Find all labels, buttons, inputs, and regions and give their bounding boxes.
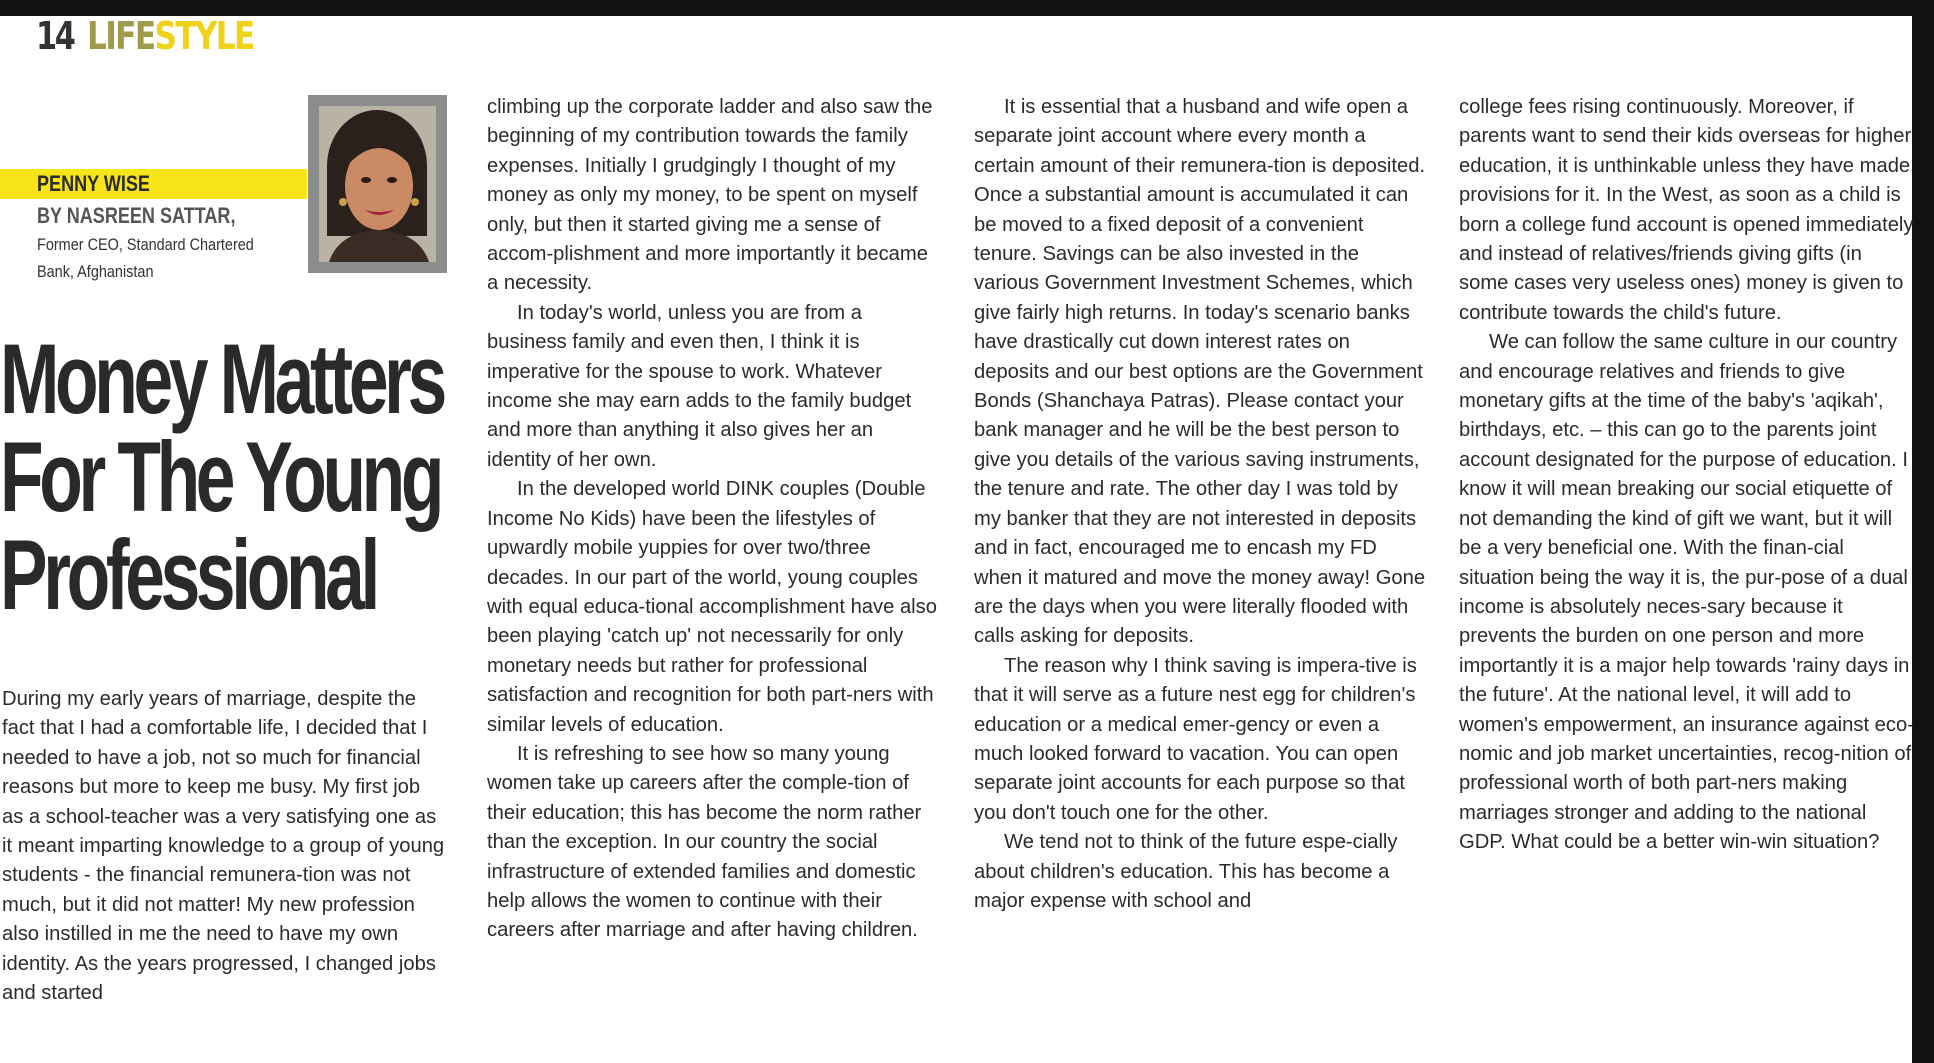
article-column-4 [1459,93,1914,858]
article-paragraph: We tend not to think of the future espe-cially about children's education. This has become a major expense with school and [974,831,1398,912]
author-photo [308,95,447,273]
article-paragraph: In the developed world DINK couples (Double Income No Kids) have been the lifestyles of upwardly mobile yuppies for over two/three decades. In our part of the world, young couples with equal educa-tional accomplishment have also been playing 'catch up' not necessarily for only monetary needs but rather for professional satisfaction and recognition for both part-ners with similar levels of education. [487,478,937,736]
column-name: PENNY WISE [37,171,150,196]
section-title-life: LIFE [86,14,155,58]
author-credential-line: Former CEO, Standard Chartered [37,235,254,254]
author-credential-line: Bank, Afghanistan [37,262,154,281]
section-title [87,14,254,58]
article-headline [0,323,443,630]
article-paragraph: During my early years of marriage, despite the fact that I had a comfortable life, I decided that I needed to have a job, not so much for financial reasons but more to keep me busy. My first job as a school-teacher was a very satisfying one as it meant imparting knowledge to a group of young students - the financial remunera-tion was not much, but it did not matter! My new profession also instilled in me the need to have my own identity. As the years progressed, I changed jobs and started [2,688,445,1005]
headline-line: For The Young [0,421,441,532]
headline-line: Professional [0,519,376,630]
article-paragraph: The reason why I think saving is impera-tive is that it will serve as a future nest egg for children's education or a medical emer-gency or even a much looked forward to vacation. You can open separate joint accounts for each purpose so that you don't touch one for the other. [974,654,1417,824]
article-column-3 [974,93,1429,916]
article-paragraph: climbing up the corporate ladder and also saw the beginning of my contribution towards the family expenses. Initially I grudgingly I thought of my money as only my money, to be spent on myself only, but then it started giving me a sense of accom-plishment and more importantly it became a necessity. [487,96,933,295]
article-column-1 [2,685,447,1008]
article-paragraph: It is essential that a husband and wife open a separate joint account where every month a certain amount of their remunera-tion is deposited. Once a substantial amount is accumulated it can be moved to a fixed deposit of a convenient tenure. Savings can be also invested in the various Government Investment Schemes, which give fairly high returns. In today's scenario banks have drastically cut down interest rates on deposits and our best options are the Government Bonds (Shanchaya Patras). Please contact your bank manager and he will be the best person to give you details of the various saving instruments, the tenure and rate. The other day I was told by my banker that they are not interested in deposits and in fact, encouraged me to encash my FD when it matured and move the money away! Gone are the days when you were literally flooded with calls asking for deposits. [974,96,1426,648]
article-column-2 [487,93,942,946]
article-paragraph: college fees rising continuously. Moreover, if parents want to send their kids overseas for higher education, it is unthinkable unless they have made provisions for it. In the West, as soon as a child is born a college fund account is opened immediately and instead of relatives/friends giving gifts (in some cases very useless ones) money is given to contribute towards the child's future. [1459,96,1914,324]
portrait-image [319,106,436,262]
page-header [36,14,290,58]
page-number: 14 [36,14,74,58]
article-paragraph: We can follow the same culture in our country and encourage relatives and friends to give monetary gifts at the time of the baby's 'aqikah', birthdays, etc. – this can go to the parents joint account designated for the purpose of education. I know it will mean breaking our social etiquette of not demanding the kind of gift we want, but it will be a very beneficial one. With the finan-cial situation being the way it is, the pur-pose of a dual income is absolutely neces-sary because it prevents the burden on one person and more importantly it is a major help towards 'rainy days in the future'. At the national level, it will add to women's empowerment, an insurance against eco-nomic and job market uncertainties, recog-nition of professional worth of both part-ners making marriages stronger and adding to the national GDP. What could be a better win-win situation? [1459,331,1914,854]
right-border [1912,0,1934,1063]
article-paragraph: It is refreshing to see how so many young women take up careers after the comple-tion of their education; this has become the norm rather than the exception. In our country the social infrastructure of extended families and domestic help allows the women to continue with their careers after marriage and after having children. [487,742,922,942]
headline-line: Money Matters [0,323,443,434]
author-byline: BY NASREEN SATTAR, [37,203,236,228]
section-title-style: STYLE [154,14,254,58]
article-paragraph: In today's world, unless you are from a business family and even then, I think it is imperative for the spouse to work. Whatever income she may earn adds to the family budget and more than anything it also gives her an identity of her own. [487,301,912,471]
